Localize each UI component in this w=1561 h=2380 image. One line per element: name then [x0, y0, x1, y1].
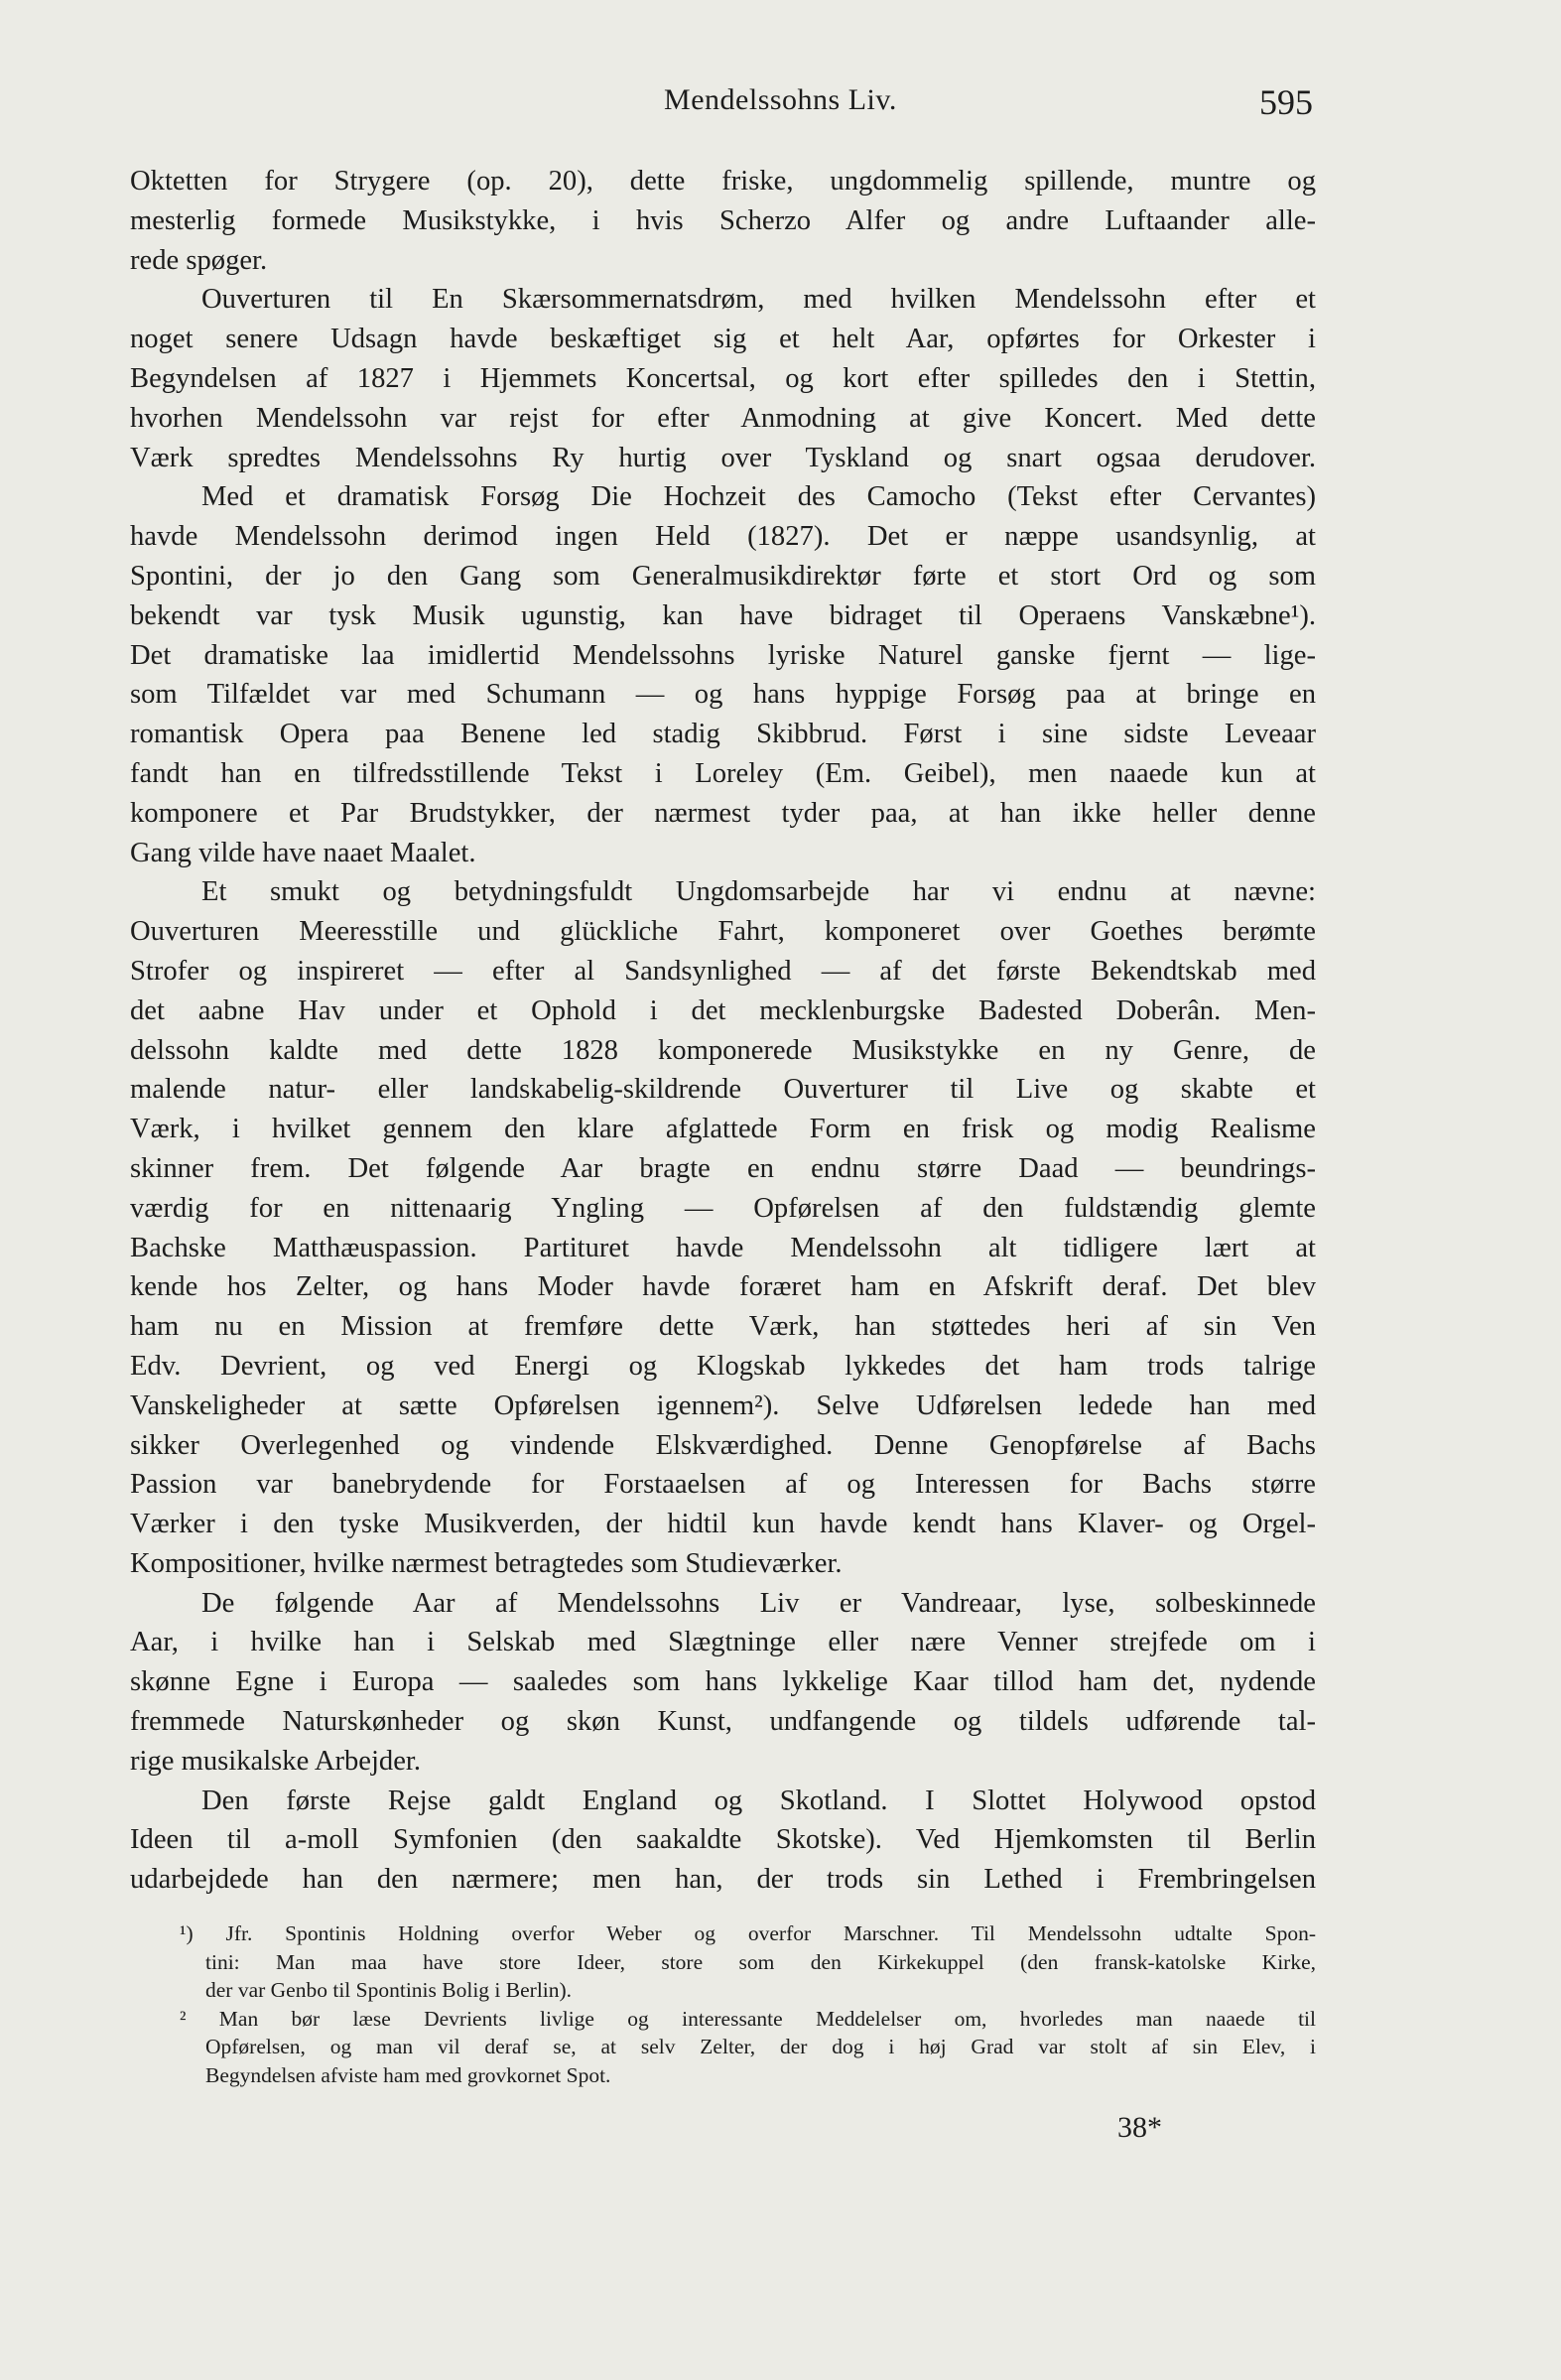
- text-line: sikker Overlegenhed og vindende Elskværdighed. Denne Genopførelse af Bachs: [130, 1429, 1316, 1461]
- footnote-line: Begyndelsen afviste ham med grovkornet Spot.: [205, 2062, 611, 2087]
- text-line: Ouverturen til En Skærsommernatsdrøm, med hvilken Mendelssohn efter et: [201, 284, 1316, 316]
- text-line: fremmede Naturskønheder og skøn Kunst, undfangende og tildels udførende tal-: [130, 1706, 1316, 1738]
- text-line: skinner frem. Det følgende Aar bragte en endnu større Daad — beundrings-: [130, 1152, 1316, 1184]
- text-line: delssohn kaldte med dette 1828 komponerede Musikstykke en ny Genre, de: [130, 1034, 1316, 1066]
- text-line: Begyndelsen af 1827 i Hjemmets Koncertsal, og kort efter spilledes den i Stettin,: [130, 362, 1316, 394]
- text-line: Vanskeligheder at sætte Opførelsen igennem²). Selve Udførelsen ledede han med: [130, 1389, 1316, 1421]
- text-line: Strofer og inspireret — efter al Sandsynlighed — af det første Bekendtskab med: [130, 955, 1316, 987]
- text-line: Aar, i hvilke han i Selskab med Slægtninge eller nære Venner strejfede om i: [130, 1627, 1316, 1658]
- text-line: det aabne Hav under et Ophold i det mecklenburgske Badested Doberân. Men-: [130, 994, 1316, 1026]
- text-line: noget senere Udsagn havde beskæftiget sig et helt Aar, opførtes for Orkester i: [130, 324, 1316, 355]
- text-line: Den første Rejse galdt England og Skotland. I Slottet Holywood opstod: [201, 1785, 1316, 1816]
- text-line: skønne Egne i Europa — saaledes som hans lykkelige Kaar tillod ham det, nydende: [130, 1666, 1316, 1698]
- text-line: bekendt var tysk Musik ugunstig, kan have bidraget til Operaens Vanskæbne¹).: [130, 599, 1316, 631]
- text-line: Ouverturen Meeresstille und glückliche Fahrt, komponeret over Goethes berømte: [130, 916, 1316, 948]
- body-text: [130, 162, 1316, 1900]
- text-line: Med et dramatisk Forsøg Die Hochzeit des Camocho (Tekst efter Cervantes): [201, 481, 1316, 513]
- text-line: havde Mendelssohn derimod ingen Held (1827). Det er næppe usandsynlig, at: [130, 521, 1316, 553]
- text-line: rige musikalske Arbejder.: [130, 1745, 422, 1777]
- text-line: De følgende Aar af Mendelssohns Liv er Vandreaar, lyse, solbeskinnede: [201, 1587, 1316, 1619]
- text-line: romantisk Opera paa Benene led stadig Skibbrud. Først i sine sidste Leveaar: [130, 719, 1316, 750]
- text-line: Bachske Matthæuspassion. Partituret havde Mendelssohn alt tidligere lært at: [130, 1232, 1316, 1263]
- footnote-line: tini: Man maa have store Ideer, store som den Kirkekuppel (den fransk-katolske Kirke,: [205, 1949, 1316, 1974]
- text-line: Kompositioner, hvilke nærmest betragtedes som Studieværker.: [130, 1547, 843, 1579]
- text-line: Spontini, der jo den Gang som Generalmusikdirektør førte et stort Ord og som: [130, 560, 1316, 592]
- text-line: Passion var banebrydende for Forstaaelsen af og Interessen for Bachs større: [130, 1469, 1316, 1501]
- footnote-line: ² Man bør læse Devrients livlige og interessante Meddelelser om, hvorledes man naaede til: [180, 2006, 1316, 2031]
- text-line: udarbejdede han den nærmere; men han, der trods sin Lethed i Frembringelsen: [130, 1864, 1316, 1896]
- text-line: mesterlig formede Musikstykke, i hvis Scherzo Alfer og andre Luftaander alle-: [130, 204, 1316, 236]
- text-line: rede spøger.: [130, 244, 268, 276]
- footnotes: [130, 1919, 1316, 2090]
- text-line: komponere et Par Brudstykker, der nærmest tyder paa, at han ikke heller denne: [130, 797, 1316, 829]
- text-line: hvorhen Mendelssohn var rejst for efter Anmodning at give Koncert. Med dette: [130, 402, 1316, 434]
- text-line: Ideen til a-moll Symfonien (den saakaldte Skotske). Ved Hjemkomsten til Berlin: [130, 1824, 1316, 1856]
- page-number: 595: [1259, 82, 1313, 122]
- text-line: værdig for en nittenaarig Yngling — Opførelsen af den fuldstændig glemte: [130, 1192, 1316, 1224]
- text-line: Værker i den tyske Musikverden, der hidtil kun havde kendt hans Klaver- og Orgel-: [130, 1509, 1316, 1540]
- text-line: Oktetten for Strygere (op. 20), dette friske, ungdommelig spillende, muntre og: [130, 166, 1316, 197]
- text-line: Et smukt og betydningsfuldt Ungdomsarbejde har vi endnu at nævne:: [201, 876, 1316, 908]
- text-line: Det dramatiske laa imidlertid Mendelssohns lyriske Naturel ganske fjernt — lige-: [130, 639, 1316, 671]
- signature-mark: 38*: [1117, 2111, 1162, 2144]
- text-line: Værk, i hvilket gennem den klare afglattede Form en frisk og modig Realisme: [130, 1114, 1316, 1145]
- text-line: Edv. Devrient, og ved Energi og Klogskab lykkedes det ham trods talrige: [130, 1350, 1316, 1382]
- text-line: ham nu en Mission at fremføre dette Værk, han støttedes heri af sin Ven: [130, 1311, 1316, 1343]
- text-line: fandt han en tilfredsstillende Tekst i Loreley (Em. Geibel), men naaede kun at: [130, 757, 1316, 789]
- text-line: Værk spredtes Mendelssohns Ry hurtig over Tyskland og snart ogsaa derudover.: [130, 442, 1316, 473]
- text-line: malende natur- eller landskabelig-skildrende Ouverturer til Live og skabte et: [130, 1074, 1316, 1106]
- text-line: som Tilfældet var med Schumann — og hans hyppige Forsøg paa at bringe en: [130, 679, 1316, 711]
- text-line: Gang vilde have naaet Maalet.: [130, 837, 476, 868]
- footnote-line: der var Genbo til Spontinis Bolig i Berlin).: [205, 1978, 573, 2003]
- running-title: Mendelssohns Liv.: [664, 83, 897, 116]
- footnote-line: ¹) Jfr. Spontinis Holdning overfor Weber og overfor Marschner. Til Mendelssohn udtalte Spon-: [180, 1921, 1316, 1945]
- text-line: kende hos Zelter, og hans Moder havde foræret ham en Afskrift deraf. Det blev: [130, 1271, 1316, 1303]
- footnote-line: Opførelsen, og man vil deraf se, at selv Zelter, der dog i høj Grad var stolt af sin Elev, i: [205, 2035, 1316, 2059]
